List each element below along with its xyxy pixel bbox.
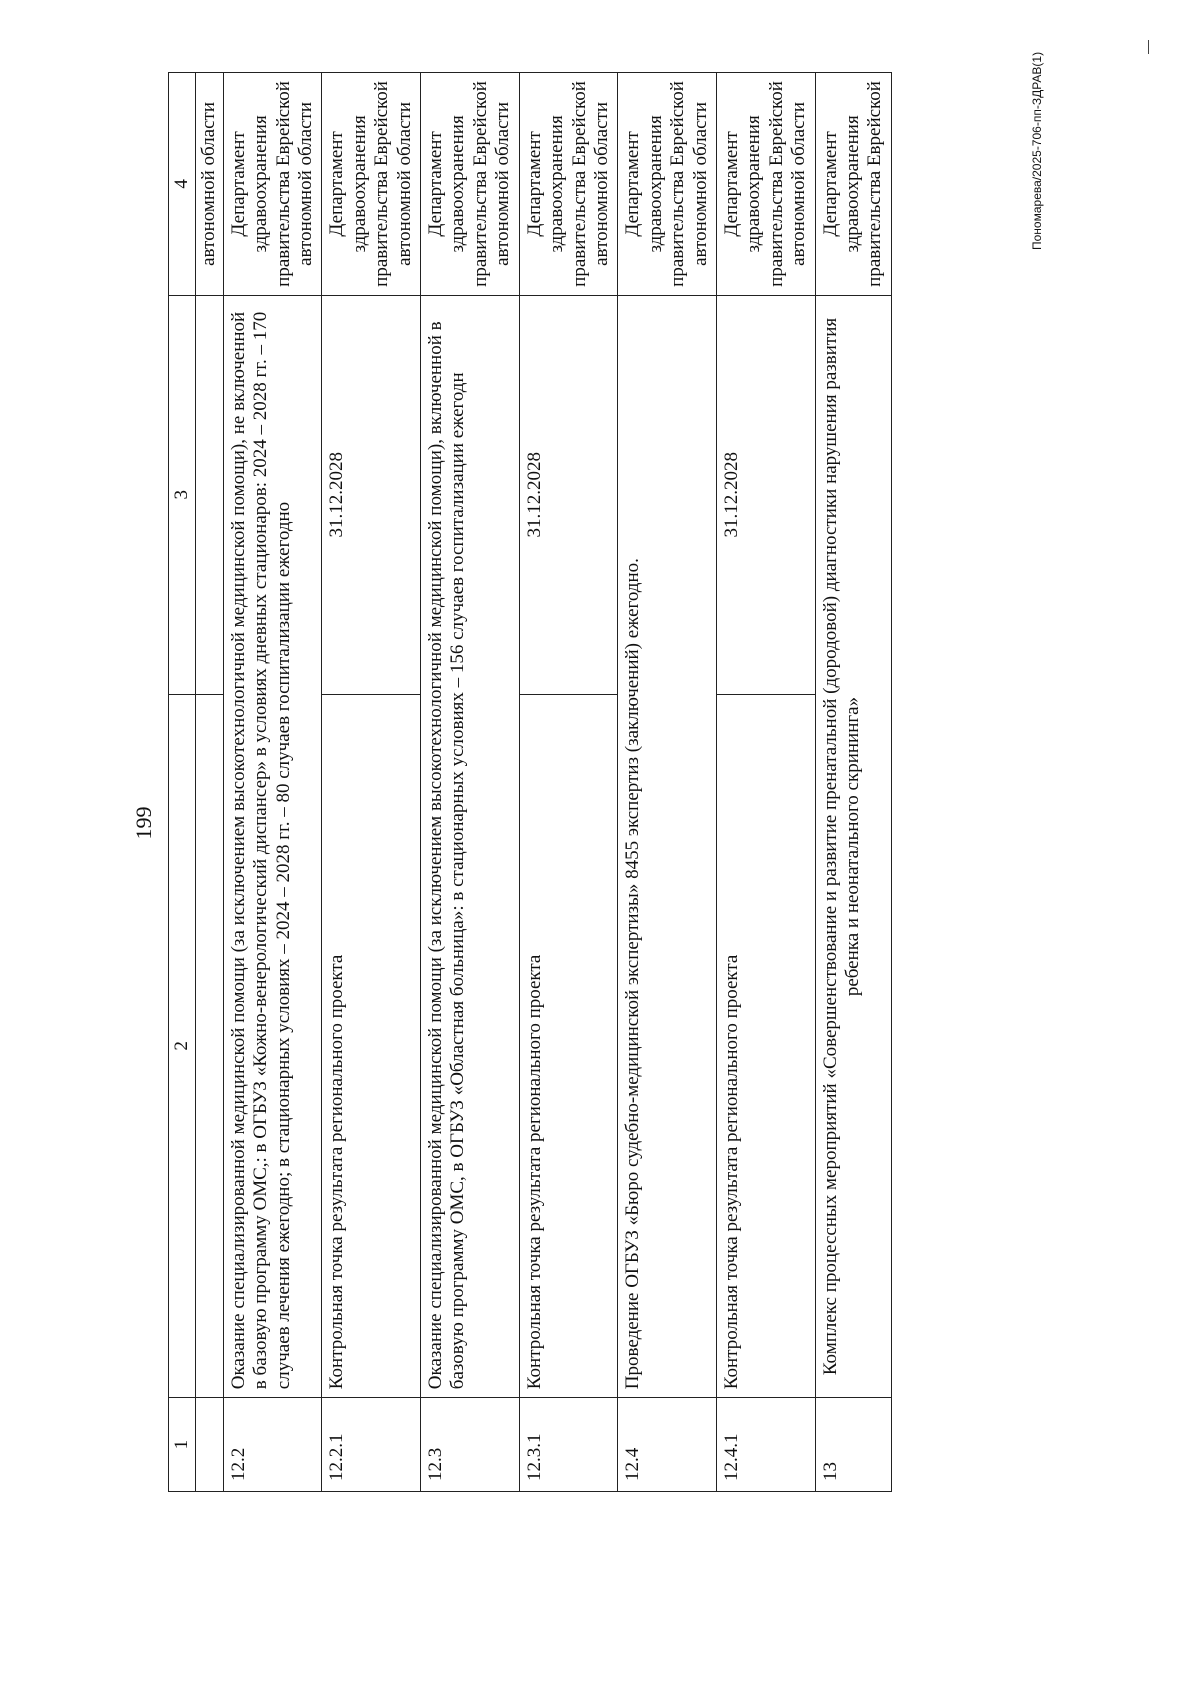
table-header-row [169,73,196,1492]
row-description: Оказание специализированной медицинской помощи (за исключением высокотехнологичной медицинской помощи), не включенной в базовую программу ОМС,: в ОГБУЗ «Кожно-венерологический диспансер» в условиях дневных стационаров: 2024 – 2028 гг. – 170 случаев лечения ежегодно; в стационарных условиях – 2024 – 2028 гг. – 80 случаев госпитализации ежегодно [223,295,322,1397]
header-col-4: 4 [169,73,196,296]
row-department: Департамент здравоохранения правительства Еврейской автономной области [322,73,421,296]
header-col-1: 1 [169,1398,196,1492]
row-department: Департамент здравоохранения правительства Еврейской автономной области [421,73,520,296]
table-row [421,73,520,1492]
row-deadline: 31.12.2028 [716,295,815,694]
plan-table-frame [168,72,1068,1492]
row-department: Департамент здравоохранения правительства Еврейской автономной области [618,73,717,296]
cell-empty [196,1398,223,1492]
continuation-dept-cell: автономной области [196,73,223,296]
page-number: 199 [131,806,156,840]
row-department: Департамент здравоохранения правительства Еврейской автономной области [223,73,322,296]
table-row [519,73,618,1492]
row-number: 12.4 [618,1398,717,1492]
row-number: 13 [815,1398,891,1492]
document-id: Пономарева/2025-706-пп-ЗДРАВ(1) [1030,51,1044,250]
row-deadline: 31.12.2028 [519,295,618,694]
row-department: Департамент здравоохранения правительства Еврейской автономной области [716,73,815,296]
row-department: Департамент здравоохранения правительства Еврейской автономной области [519,73,618,296]
row-description: Контрольная точка результата регионального проекта [519,694,618,1398]
row-description: Контрольная точка результата регионального проекта [716,694,815,1398]
table-row [618,73,717,1492]
row-department: Департамент здравоохранения правительства Еврейской [815,73,891,296]
row-number: 12.2.1 [322,1398,421,1492]
table-row [322,73,421,1492]
row-description: Комплекс процессных мероприятий «Совершенствование и развитие пренатальной (дородовой) диагностики нарушения развития ребенка и неонатального скрининга» [815,295,891,1397]
row-description: Оказание специализированной медицинской помощи (за исключением высокотехнологичной медицинской помощи), включенной в базовую программу ОМС, в ОГБУЗ «Областная больница»: в стационарных условиях – 156 случаев госпитализации ежегодн [421,295,520,1397]
continuation-row [196,73,223,1492]
table-row [815,73,891,1492]
row-description: Проведение ОГБУЗ «Бюро судебно-медицинской экспертизы» 8455 экспертиз (заключений) ежегодно. [618,295,717,1397]
page-edge-mark [1148,40,1149,54]
cell-empty [196,295,223,694]
cell-empty [196,694,223,1398]
header-col-2: 2 [169,694,196,1398]
row-number: 12.2 [223,1398,322,1492]
row-number: 12.4.1 [716,1398,815,1492]
row-number: 12.3.1 [519,1398,618,1492]
row-description: Контрольная точка результата регионального проекта [322,694,421,1398]
table-row [716,73,815,1492]
row-number: 12.3 [421,1398,520,1492]
row-deadline: 31.12.2028 [322,295,421,694]
plan-table [168,72,892,1492]
table-row [223,73,322,1492]
header-col-3: 3 [169,295,196,694]
